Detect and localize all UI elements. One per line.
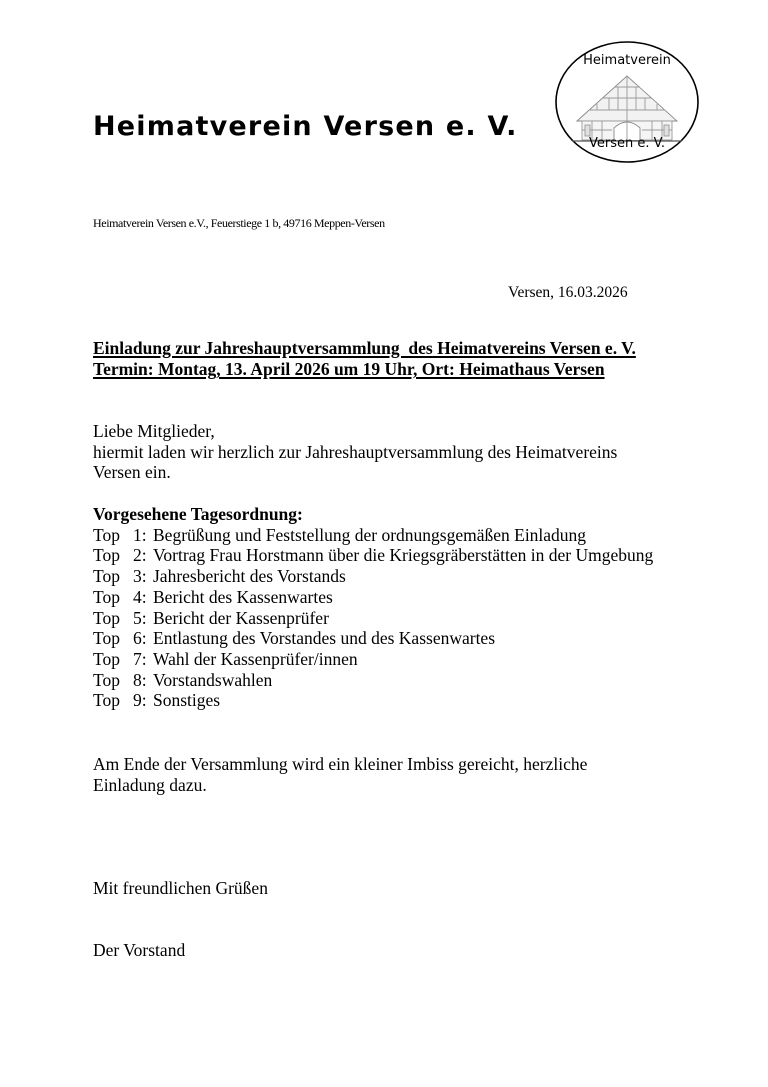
agenda-item-text: Bericht des Kassenwartes	[153, 586, 333, 607]
logo-top-text: Heimatverein	[583, 53, 671, 68]
agenda-item-number: 8:	[133, 669, 147, 690]
agenda-item-text: Wahl der Kassenprüfer/innen	[153, 648, 358, 669]
agenda-item	[93, 670, 653, 691]
signature: Der Vorstand	[93, 940, 186, 960]
greeting	[93, 421, 617, 483]
greeting-line-2: Versen ein.	[93, 462, 171, 483]
agenda-item	[93, 608, 653, 629]
agenda-item-prefix: Top	[93, 607, 120, 628]
agenda-item-number: 9:	[133, 690, 147, 711]
agenda-item-text: Jahresbericht des Vorstands	[153, 566, 346, 587]
regards: Mit freundlichen Grüßen	[93, 878, 268, 898]
subject-line-1: Einladung zur Jahreshauptversammlung des Heimatvereins Versen e. V.	[93, 338, 636, 358]
agenda-item	[93, 628, 653, 649]
agenda-item-prefix: Top	[93, 648, 120, 669]
agenda-item	[93, 587, 653, 608]
closing-note-line-2: Einladung dazu.	[93, 774, 207, 795]
greeting-line-1: hiermit laden wir herzlich zur Jahreshauptversammlung des Heimatvereins	[93, 441, 618, 462]
agenda	[93, 504, 653, 711]
agenda-item	[93, 649, 653, 670]
subject-line-2: Termin: Montag, 13. April 2026 um 19 Uhr, Ort: Heimathaus Versen	[93, 359, 605, 379]
agenda-item-text: Entlastung des Vorstandes und des Kassenwartes	[153, 628, 496, 649]
logo-emblem	[554, 40, 700, 164]
salutation: Liebe Mitglieder,	[93, 421, 215, 441]
sender-address-line: Heimatverein Versen e.V., Feuerstiege 1 b, 49716 Meppen-Versen	[93, 216, 385, 230]
agenda-list	[93, 525, 653, 711]
agenda-item	[93, 545, 653, 566]
agenda-item-number: 5:	[133, 607, 147, 628]
agenda-item-text: Vorstandswahlen	[153, 669, 273, 690]
agenda-item-prefix: Top	[93, 586, 120, 607]
agenda-item-prefix: Top	[93, 566, 120, 587]
agenda-heading: Vorgesehene Tagesordnung:	[93, 504, 303, 524]
agenda-item	[93, 566, 653, 587]
closing-note-line-1: Am Ende der Versammlung wird ein kleiner Imbiss gereicht, herzliche	[93, 754, 588, 774]
agenda-item-number: 1:	[133, 524, 147, 545]
agenda-item-number: 6:	[133, 628, 147, 649]
agenda-item-text: Begrüßung und Feststellung der ordnungsgemäßen Einladung	[153, 524, 587, 545]
subject	[93, 338, 636, 380]
agenda-item-prefix: Top	[93, 628, 120, 649]
date-line: Versen, 16.03.2026	[508, 284, 628, 301]
agenda-item-text: Sonstiges	[153, 690, 221, 711]
agenda-item-prefix: Top	[93, 669, 120, 690]
agenda-item-number: 2:	[133, 545, 147, 566]
agenda-item	[93, 525, 653, 546]
agenda-item-number: 4:	[133, 586, 147, 607]
agenda-item-text: Vortrag Frau Horstmann über die Kriegsgräberstätten in der Umgebung	[153, 545, 654, 566]
agenda-item	[93, 690, 653, 711]
agenda-item-prefix: Top	[93, 524, 120, 545]
agenda-item-text: Bericht der Kassenprüfer	[153, 607, 329, 628]
logo-bottom-text: Versen e. V.	[589, 136, 665, 151]
agenda-item-number: 7:	[133, 648, 147, 669]
agenda-item-prefix: Top	[93, 545, 120, 566]
agenda-item-prefix: Top	[93, 690, 120, 711]
logo	[554, 40, 700, 164]
org-title: Heimatverein Versen e. V.	[93, 111, 518, 142]
agenda-item-number: 3:	[133, 566, 147, 587]
closing-note	[93, 754, 587, 795]
